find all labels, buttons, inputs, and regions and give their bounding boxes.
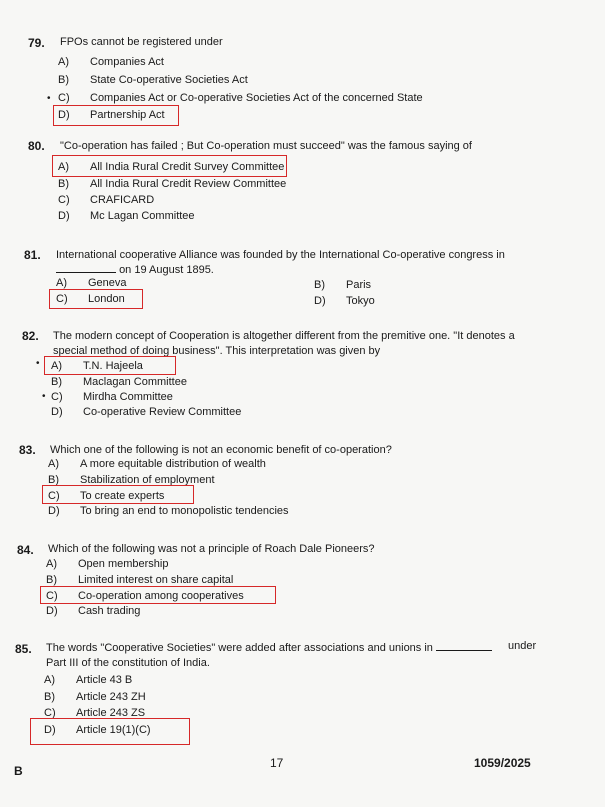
question-number: 85. [15,642,32,656]
question-text-line-2: special method of doing business". This interpretation was given by [53,345,381,357]
option-c[interactable]: C) Companies Act or Co-operative Societies Act of the concerned State [58,92,423,104]
answer-highlight-box [42,485,194,504]
option-b[interactable]: B) All India Rural Credit Review Committee [58,178,287,190]
answer-highlight-box [49,289,143,309]
option-c[interactable]: C) London [56,293,125,305]
question-number: 82. [22,329,39,343]
option-d[interactable]: D) To bring an end to monopolistic tendencies [48,505,289,517]
option-a[interactable]: A) Geneva [56,277,127,289]
option-b[interactable]: B) Stabilization of employment [48,474,215,486]
page-number: 17 [270,756,284,770]
option-b[interactable]: B) Limited interest on share capital [46,574,234,586]
question-number: 83. [19,443,36,457]
option-d[interactable]: D) Co-operative Review Committee [51,406,242,418]
option-a[interactable]: A) T.N. Hajeela [51,360,143,372]
question-text-line-1: The words "Cooperative Societies" were added after associations and unions in [46,640,492,657]
option-a[interactable]: A) All India Rural Credit Survey Committee [58,161,285,173]
answer-highlight-box [44,356,176,375]
pen-mark: • [36,358,40,369]
option-a[interactable]: A) Open membership [46,558,169,570]
option-b[interactable]: B) Article 243 ZH [44,691,146,703]
series-label: B [14,764,23,778]
question-text: Which of the following was not a principle of Roach Dale Pioneers? [48,543,375,555]
answer-highlight-box [53,105,179,126]
question-text-line-1-end: under [508,640,537,652]
option-a[interactable]: A) Companies Act [58,56,164,68]
answer-highlight-box [40,586,276,604]
option-a[interactable]: A) Article 43 B [44,674,133,686]
question-number: 80. [28,139,45,153]
pen-mark: • [42,391,46,402]
option-b[interactable]: B) State Co-operative Societies Act [58,74,248,86]
question-text: Which one of the following is not an economic benefit of co-operation? [50,444,392,456]
question-number: 84. [17,543,34,557]
option-c[interactable]: C) Mirdha Committee [51,391,173,403]
pen-mark: • [47,93,51,104]
option-c[interactable]: C) Article 243 ZS [44,707,146,719]
question-text-line-2: Part III of the constitution of India. [46,657,210,669]
option-d[interactable]: D) Article 19(1)(C) [44,724,151,736]
option-d[interactable]: D) Mc Lagan Committee [58,210,195,222]
answer-highlight-box [30,718,190,745]
question-text-line-1: International cooperative Alliance was founded by the International Co-operative congress in [56,249,505,261]
question-text-line-2: on 19 August 1895. [56,262,214,279]
question-text: "Co-operation has failed ; But Co-operation must succeed" was the famous saying of [60,140,472,152]
option-d[interactable]: D) Cash trading [46,605,141,617]
option-c[interactable]: C) To create experts [48,490,165,502]
option-b[interactable]: B) Paris [314,279,372,291]
question-text-line-1: The modern concept of Cooperation is altogether different from the premitive one. "It denotes a [53,330,515,342]
option-d[interactable]: D) Partnership Act [58,109,165,121]
option-a[interactable]: A) A more equitable distribution of wealth [48,458,266,470]
paper-code: 1059/2025 [474,756,531,770]
fill-in-blank [56,262,116,273]
question-number: 79. [28,36,45,50]
option-c[interactable]: C) Co-operation among cooperatives [46,590,244,602]
option-c[interactable]: C) CRAFICARD [58,194,155,206]
question-text: FPOs cannot be registered under [60,36,223,48]
question-number: 81. [24,248,41,262]
fill-in-blank [436,640,492,651]
option-b[interactable]: B) Maclagan Committee [51,376,187,388]
answer-highlight-box [52,155,287,177]
option-d[interactable]: D) Tokyo [314,295,375,307]
